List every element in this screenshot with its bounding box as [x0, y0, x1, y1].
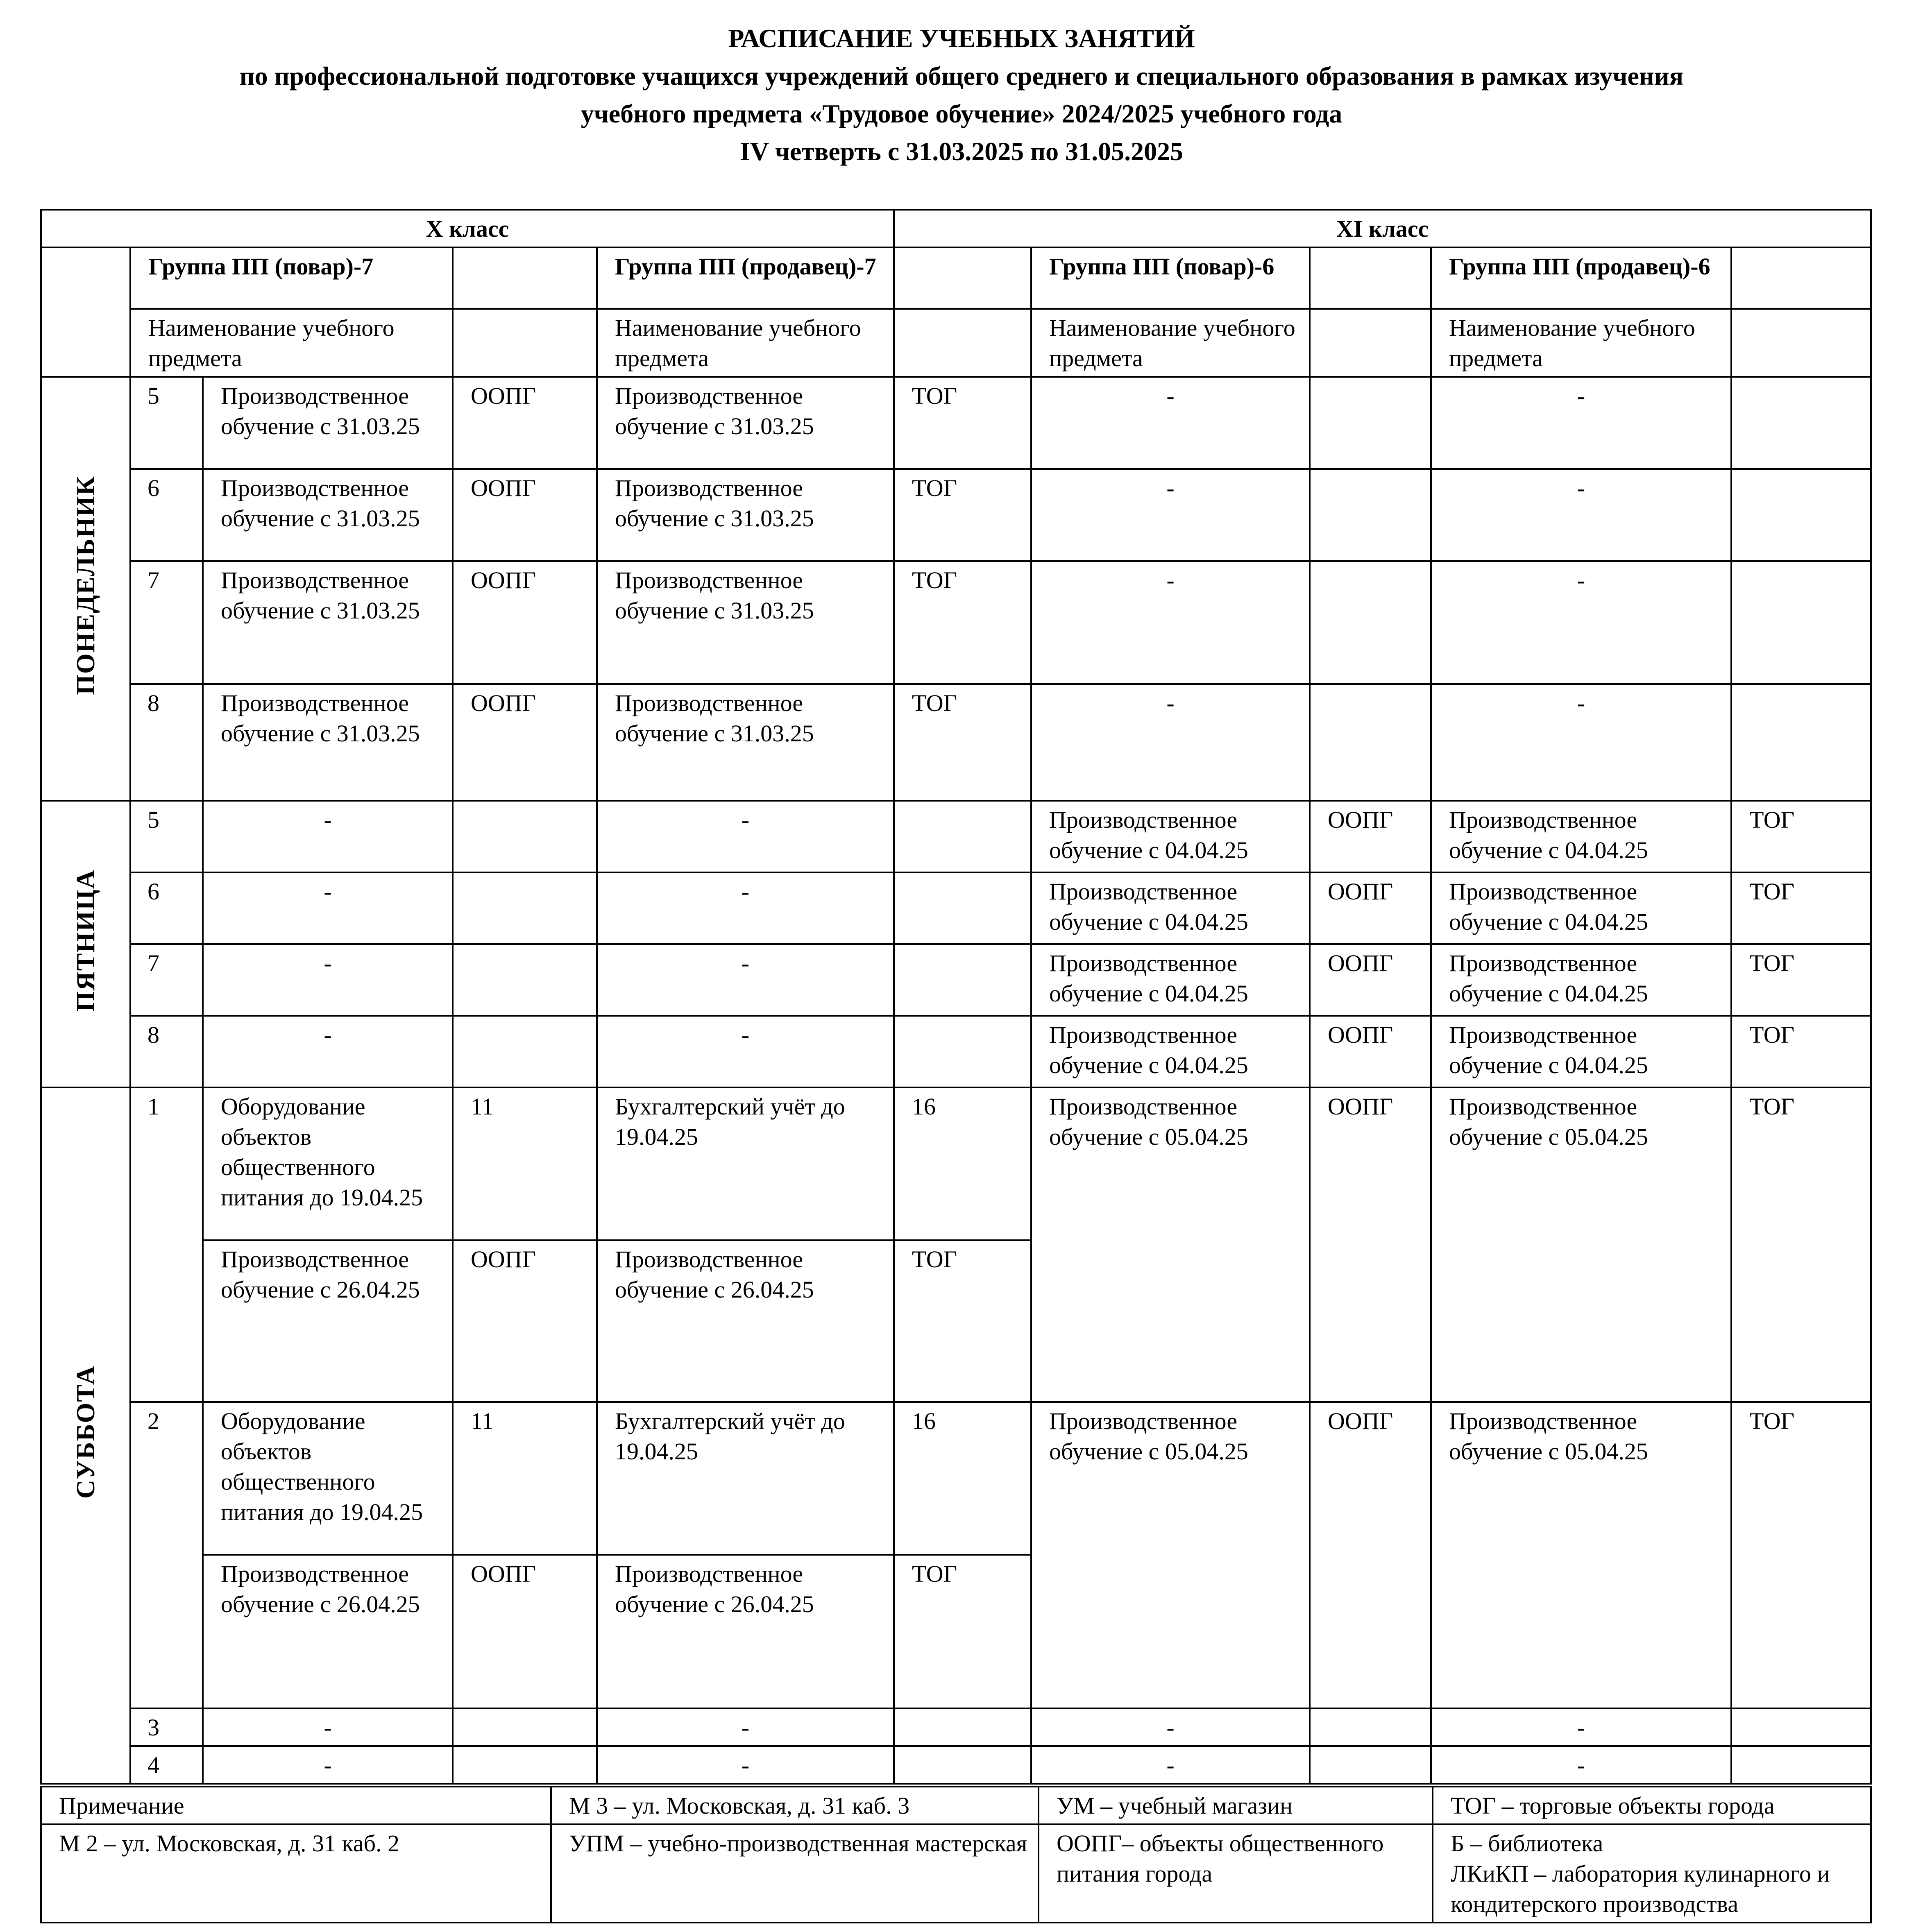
lesson-cell: -	[597, 1746, 894, 1784]
lesson-cell: -	[1031, 1708, 1310, 1746]
table-row	[41, 1087, 1871, 1240]
table-row	[41, 377, 1871, 469]
group-cook-7: Группа ПП (повар)-7	[130, 247, 453, 309]
room-cell: ТОГ	[894, 684, 1031, 801]
day-monday	[41, 377, 130, 801]
room-cell	[1310, 684, 1431, 801]
lesson-number: 6	[130, 872, 203, 944]
lesson-cell: -	[1431, 684, 1731, 801]
lesson-cell: Бухгалтерский учёт до 19.04.25	[597, 1402, 894, 1555]
lesson-cell: -	[1031, 377, 1310, 469]
lesson-number: 7	[130, 561, 203, 684]
group-header-row	[41, 247, 1871, 309]
class-xi-header: ХI класс	[894, 210, 1871, 247]
note-tog: ТОГ – торговые объекты города	[1433, 1787, 1871, 1824]
room-cell	[453, 872, 597, 944]
lesson-cell: -	[597, 944, 894, 1016]
subject-header: Наименование учебного предмета	[597, 309, 894, 377]
table-row	[41, 684, 1871, 801]
lesson-cell: -	[1431, 469, 1731, 561]
class-header-row	[41, 210, 1871, 247]
room-cell	[453, 1708, 597, 1746]
table-row	[41, 801, 1871, 872]
room-cell	[894, 872, 1031, 944]
lesson-cell: -	[203, 1708, 453, 1746]
lesson-cell: Производственное обучение с 05.04.25	[1031, 1402, 1310, 1708]
day-friday	[41, 801, 130, 1087]
room-cell: ТОГ	[894, 1240, 1031, 1402]
group-cook-6: Группа ПП (повар)-6	[1031, 247, 1310, 309]
table-row	[41, 1402, 1871, 1555]
day-label: СУББОТА	[71, 1365, 100, 1499]
room-cell	[894, 1746, 1031, 1784]
lesson-cell: Производственное обучение с 04.04.25	[1431, 1016, 1731, 1087]
lesson-cell: Производственное обучение с 05.04.25	[1431, 1402, 1731, 1708]
lesson-cell: -	[1431, 1746, 1731, 1784]
lesson-number: 7	[130, 944, 203, 1016]
notes-row	[41, 1824, 1871, 1923]
lesson-number: 6	[130, 469, 203, 561]
subject-header: Наименование учебного предмета	[130, 309, 453, 377]
room-cell: 16	[894, 1402, 1031, 1555]
room-cell	[894, 944, 1031, 1016]
day-label: ПОНЕДЕЛЬНИК	[71, 475, 100, 695]
note-lkikp: ЛКиКП – лаборатория кулинарного и кондитерского производства	[1451, 1860, 1830, 1917]
room-cell	[453, 1746, 597, 1784]
room-cell: ООПГ	[1310, 1016, 1431, 1087]
title-line-4: IV четверть с 31.03.2025 по 31.05.2025	[739, 137, 1184, 166]
room-cell	[894, 1016, 1031, 1087]
note-um: УМ – учебный магазин	[1039, 1787, 1433, 1824]
day-label: ПЯТНИЦА	[71, 869, 100, 1012]
room-cell: ТОГ	[1731, 1016, 1871, 1087]
lesson-cell: Производственное обучение с 04.04.25	[1431, 801, 1731, 872]
lesson-cell: Бухгалтерский учёт до 19.04.25	[597, 1087, 894, 1240]
note-upm: УПМ – учебно-производственная мастерская	[551, 1824, 1039, 1923]
table-row	[41, 1016, 1871, 1087]
lesson-cell: Производственное обучение с 26.04.25	[203, 1555, 453, 1708]
room-cell	[1310, 561, 1431, 684]
room-cell	[1310, 1746, 1431, 1784]
room-cell: 11	[453, 1402, 597, 1555]
subject-header: Наименование учебного предмета	[1431, 309, 1731, 377]
lesson-cell: -	[1031, 1746, 1310, 1784]
table-row	[41, 944, 1871, 1016]
room-cell: ООПГ	[453, 561, 597, 684]
lesson-cell: -	[1431, 377, 1731, 469]
lesson-number: 8	[130, 1016, 203, 1087]
room-cell	[1731, 684, 1871, 801]
room-cell: ООПГ	[453, 684, 597, 801]
lesson-cell: -	[1031, 684, 1310, 801]
room-cell: 16	[894, 1087, 1031, 1240]
lesson-cell: Производственное обучение с 31.03.25	[597, 684, 894, 801]
note-m2: М 2 – ул. Московская, д. 31 каб. 2	[41, 1824, 551, 1923]
day-saturday	[41, 1087, 130, 1784]
room-cell: ТОГ	[1731, 1087, 1871, 1402]
lesson-cell: -	[597, 872, 894, 944]
room-cell	[1731, 1746, 1871, 1784]
title-line-1: РАСПИСАНИЕ УЧЕБНЫХ ЗАНЯТИЙ	[728, 24, 1195, 53]
lesson-cell: -	[1031, 469, 1310, 561]
room-cell	[1310, 469, 1431, 561]
lesson-cell: -	[1431, 1708, 1731, 1746]
note-m3: М 3 – ул. Московская, д. 31 каб. 3	[551, 1787, 1039, 1824]
room-cell: ТОГ	[894, 377, 1031, 469]
lesson-cell: -	[203, 872, 453, 944]
group-seller-7: Группа ПП (продавец)-7	[597, 247, 894, 309]
room-cell	[453, 1016, 597, 1087]
table-row	[41, 1708, 1871, 1746]
lesson-number: 1	[130, 1087, 203, 1402]
lesson-cell: Производственное обучение с 26.04.25	[597, 1240, 894, 1402]
room-cell	[1731, 377, 1871, 469]
class-x-header: Х класс	[41, 210, 894, 247]
lesson-cell: Производственное обучение с 04.04.25	[1431, 944, 1731, 1016]
room-cell: 11	[453, 1087, 597, 1240]
room-cell	[1731, 469, 1871, 561]
group-seller-6: Группа ПП (продавец)-6	[1431, 247, 1731, 309]
lesson-cell: Производственное обучение с 26.04.25	[597, 1555, 894, 1708]
room-header-cell	[1731, 247, 1871, 309]
room-cell: ТОГ	[1731, 872, 1871, 944]
page-title	[0, 20, 1923, 170]
room-header-cell	[1310, 309, 1431, 377]
table-row	[41, 561, 1871, 684]
lesson-cell: Производственное обучение с 04.04.25	[1031, 1016, 1310, 1087]
lesson-number: 2	[130, 1402, 203, 1708]
lesson-cell: Производственное обучение с 31.03.25	[203, 684, 453, 801]
lesson-cell: Оборудование объектов общественного питания до 19.04.25	[203, 1402, 453, 1555]
room-cell: ТОГ	[894, 469, 1031, 561]
table-row	[41, 1746, 1871, 1784]
lesson-cell: -	[1031, 561, 1310, 684]
room-cell	[894, 1708, 1031, 1746]
room-header-cell	[894, 309, 1031, 377]
room-cell: ООПГ	[453, 377, 597, 469]
room-header-cell	[894, 247, 1031, 309]
room-cell	[1310, 377, 1431, 469]
lesson-cell: -	[203, 1746, 453, 1784]
room-cell: ООПГ	[1310, 872, 1431, 944]
room-cell	[453, 944, 597, 1016]
lesson-cell: -	[203, 801, 453, 872]
room-cell: ТОГ	[1731, 1402, 1871, 1708]
note-oopg: ООПГ– объекты общественного питания города	[1039, 1824, 1433, 1923]
lesson-number: 4	[130, 1746, 203, 1784]
lesson-cell: -	[597, 1708, 894, 1746]
room-header-cell	[453, 247, 597, 309]
room-cell	[453, 801, 597, 872]
notes-table	[40, 1786, 1872, 1923]
title-line-3: учебного предмета «Трудовое обучение» 2024/2025 учебного года	[581, 99, 1342, 128]
lesson-cell: -	[597, 801, 894, 872]
lesson-cell: Производственное обучение с 31.03.25	[203, 469, 453, 561]
lesson-cell: Производственное обучение с 04.04.25	[1031, 801, 1310, 872]
lesson-cell: -	[597, 1016, 894, 1087]
lesson-number: 8	[130, 684, 203, 801]
lesson-cell: -	[203, 1016, 453, 1087]
schedule-table	[40, 209, 1872, 1785]
room-cell: ООПГ	[1310, 1402, 1431, 1708]
room-header-cell	[1731, 309, 1871, 377]
room-cell	[1731, 1708, 1871, 1746]
lesson-cell: Производственное обучение с 31.03.25	[203, 377, 453, 469]
lesson-cell: Производственное обучение с 26.04.25	[203, 1240, 453, 1402]
lesson-cell: Производственное обучение с 05.04.25	[1431, 1087, 1731, 1402]
notes-row	[41, 1787, 1871, 1824]
room-cell: ООПГ	[1310, 944, 1431, 1016]
table-row	[41, 872, 1871, 944]
lesson-cell: -	[203, 944, 453, 1016]
room-cell: ООПГ	[453, 1240, 597, 1402]
room-cell: ТОГ	[894, 561, 1031, 684]
lesson-cell: Оборудование объектов общественного питания до 19.04.25	[203, 1087, 453, 1240]
lesson-cell: -	[1431, 561, 1731, 684]
lesson-cell: Производственное обучение с 05.04.25	[1031, 1087, 1310, 1402]
room-cell: ТОГ	[1731, 801, 1871, 872]
room-cell: ТОГ	[894, 1555, 1031, 1708]
lesson-cell: Производственное обучение с 04.04.25	[1031, 944, 1310, 1016]
subject-header: Наименование учебного предмета	[1031, 309, 1310, 377]
lesson-cell: Производственное обучение с 31.03.25	[597, 469, 894, 561]
room-cell: ООПГ	[453, 1555, 597, 1708]
room-header-cell	[1310, 247, 1431, 309]
lesson-cell: Производственное обучение с 04.04.25	[1031, 872, 1310, 944]
room-cell: ТОГ	[1731, 944, 1871, 1016]
lesson-number: 5	[130, 801, 203, 872]
lesson-cell: Производственное обучение с 31.03.25	[597, 561, 894, 684]
room-cell	[1310, 1708, 1431, 1746]
note-b: Б – библиотека	[1451, 1830, 1603, 1857]
room-cell: ООПГ	[1310, 1087, 1431, 1402]
lesson-number: 5	[130, 377, 203, 469]
lesson-cell: Производственное обучение с 04.04.25	[1431, 872, 1731, 944]
notes-label: Примечание	[41, 1787, 551, 1824]
room-cell: ООПГ	[1310, 801, 1431, 872]
room-cell	[894, 801, 1031, 872]
lesson-number: 3	[130, 1708, 203, 1746]
note-b-lkikp	[1433, 1824, 1871, 1923]
title-line-2: по профессиональной подготовке учащихся учреждений общего среднего и специального образования в рамках изучения	[239, 61, 1684, 91]
room-cell	[1731, 561, 1871, 684]
corner-cell	[41, 247, 130, 377]
subject-header-row	[41, 309, 1871, 377]
room-header-cell	[453, 309, 597, 377]
lesson-cell: Производственное обучение с 31.03.25	[203, 561, 453, 684]
room-cell: ООПГ	[453, 469, 597, 561]
table-row	[41, 469, 1871, 561]
lesson-cell: Производственное обучение с 31.03.25	[597, 377, 894, 469]
